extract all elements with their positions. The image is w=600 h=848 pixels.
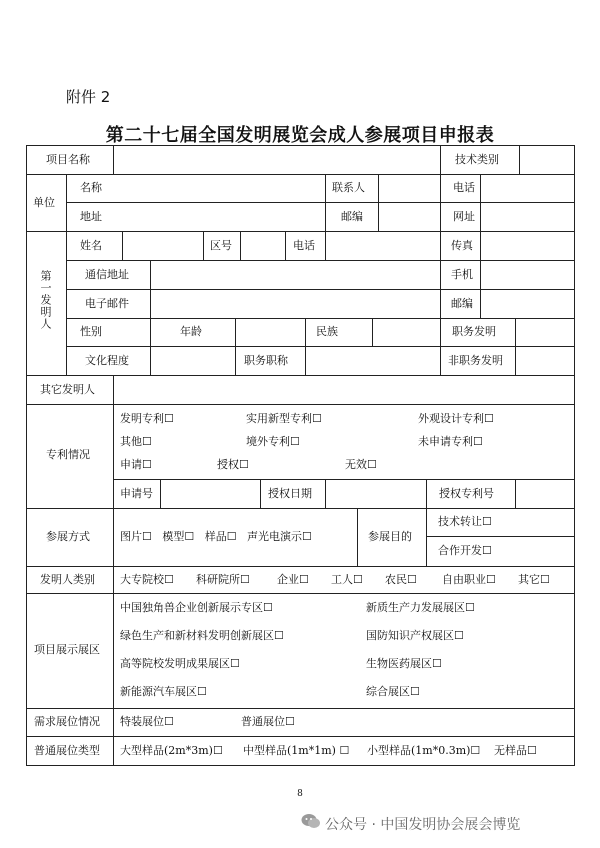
granted-checkbox[interactable]: 授权☐: [217, 458, 249, 471]
type-worker-checkbox[interactable]: 工人☐: [331, 573, 363, 586]
large-sample-checkbox[interactable]: 大型样品(2m*3m)☐: [120, 744, 223, 757]
inventor-postcode-label: 邮编: [451, 297, 473, 310]
zone-college-checkbox[interactable]: 高等院校发明成果展区☐: [120, 657, 240, 670]
non-service-invention-label: 非职务发明: [448, 354, 503, 367]
other-patent-checkbox[interactable]: 其他☐: [120, 435, 152, 448]
exhibit-method-label: 参展方式: [46, 530, 90, 543]
type-research-checkbox[interactable]: 科研院所☐: [196, 573, 250, 586]
zone-ev-checkbox[interactable]: 新能源汽车展区☐: [120, 685, 207, 698]
email-label: 电子邮件: [85, 297, 129, 310]
foreign-patent-checkbox[interactable]: 境外专利☐: [246, 435, 300, 448]
normal-booth-checkbox[interactable]: 普通展位☐: [241, 715, 295, 728]
no-sample-checkbox[interactable]: 无样品☐: [494, 744, 537, 757]
attachment-label: 附件 2: [66, 88, 111, 106]
zone-unicorn-checkbox[interactable]: 中国独角兽企业创新展示专区☐: [120, 601, 273, 614]
small-sample-checkbox[interactable]: 小型样品(1m*0.3m)☐: [367, 744, 481, 757]
other-inventors-label: 其它发明人: [40, 383, 95, 396]
no-patent-checkbox[interactable]: 未申请专利☐: [418, 435, 483, 448]
unit-contact-label: 联系人: [332, 181, 365, 194]
booth-needs-label: 需求展位情况: [34, 715, 100, 728]
gender-label: 性别: [80, 325, 102, 338]
first-inventor-label: 第一发明人: [39, 270, 52, 330]
type-freelance-checkbox[interactable]: 自由职业☐: [442, 573, 496, 586]
unit-label: 单位: [33, 196, 55, 209]
form-title: 第二十七届全国发明展览会成人参展项目申报表: [105, 125, 495, 146]
mobile-label: 手机: [451, 268, 473, 281]
tech-transfer-checkbox[interactable]: 技术转让☐: [438, 515, 492, 528]
zone-defense-checkbox[interactable]: 国防知识产权展区☐: [366, 629, 464, 642]
type-college-checkbox[interactable]: 大专院校☐: [120, 573, 174, 586]
design-patent-checkbox[interactable]: 外观设计专利☐: [418, 412, 494, 425]
education-label: 文化程度: [85, 354, 129, 367]
inventor-type-label: 发明人类别: [40, 573, 95, 586]
inventor-name-label: 姓名: [80, 239, 102, 252]
area-code-label: 区号: [210, 239, 232, 252]
exhibit-purpose-label: 参展目的: [368, 530, 412, 543]
type-farmer-checkbox[interactable]: 农民☐: [385, 573, 417, 586]
special-booth-checkbox[interactable]: 特装展位☐: [120, 715, 174, 728]
zone-general-checkbox[interactable]: 综合展区☐: [366, 685, 420, 698]
wechat-logo-icon: [301, 812, 321, 830]
unit-address-label: 地址: [80, 210, 102, 223]
inventor-phone-label: 电话: [293, 239, 315, 252]
service-invention-label: 职务发明: [452, 325, 496, 338]
watermark-text: 公众号 · 中国发明协会展会博览: [325, 817, 521, 833]
applying-checkbox[interactable]: 申请☐: [120, 458, 152, 471]
exhibit-method-options[interactable]: 图片☐ 模型☐ 样品☐ 声光电演示☐: [120, 530, 312, 543]
exhibit-zone-label: 项目展示展区: [34, 643, 100, 656]
unit-phone-label: 电话: [453, 181, 475, 194]
type-other-checkbox[interactable]: 其它☐: [518, 573, 550, 586]
utility-patent-checkbox[interactable]: 实用新型专利☐: [246, 412, 322, 425]
fax-label: 传真: [451, 239, 473, 252]
unit-name-label: 名称: [80, 181, 102, 194]
zone-biomed-checkbox[interactable]: 生物医药展区☐: [366, 657, 442, 670]
zone-productivity-checkbox[interactable]: 新质生产力发展展区☐: [366, 601, 475, 614]
unit-postcode-label: 邮编: [341, 210, 363, 223]
medium-sample-checkbox[interactable]: 中型样品(1m*1m) ☐: [243, 744, 350, 757]
mail-address-label: 通信地址: [85, 268, 129, 281]
booth-type-label: 普通展位类型: [34, 744, 100, 757]
zone-green-checkbox[interactable]: 绿色生产和新材料发明创新展区☐: [120, 629, 284, 642]
grant-number-label: 授权专利号: [439, 487, 494, 500]
type-enterprise-checkbox[interactable]: 企业☐: [277, 573, 309, 586]
patent-status-label: 专利情况: [46, 448, 90, 461]
grant-date-label: 授权日期: [268, 487, 312, 500]
project-name-label: 项目名称: [46, 153, 90, 166]
age-label: 年龄: [180, 325, 202, 338]
invalid-checkbox[interactable]: 无效☐: [345, 458, 377, 471]
ethnicity-label: 民族: [316, 325, 338, 338]
page-number: 8: [297, 789, 303, 799]
application-number-label: 申请号: [120, 487, 153, 500]
job-title-label: 职务职称: [244, 354, 288, 367]
cooperation-checkbox[interactable]: 合作开发☐: [438, 544, 492, 557]
invention-patent-checkbox[interactable]: 发明专利☐: [120, 412, 174, 425]
unit-website-label: 网址: [453, 210, 475, 223]
tech-category-label: 技术类别: [455, 153, 499, 166]
